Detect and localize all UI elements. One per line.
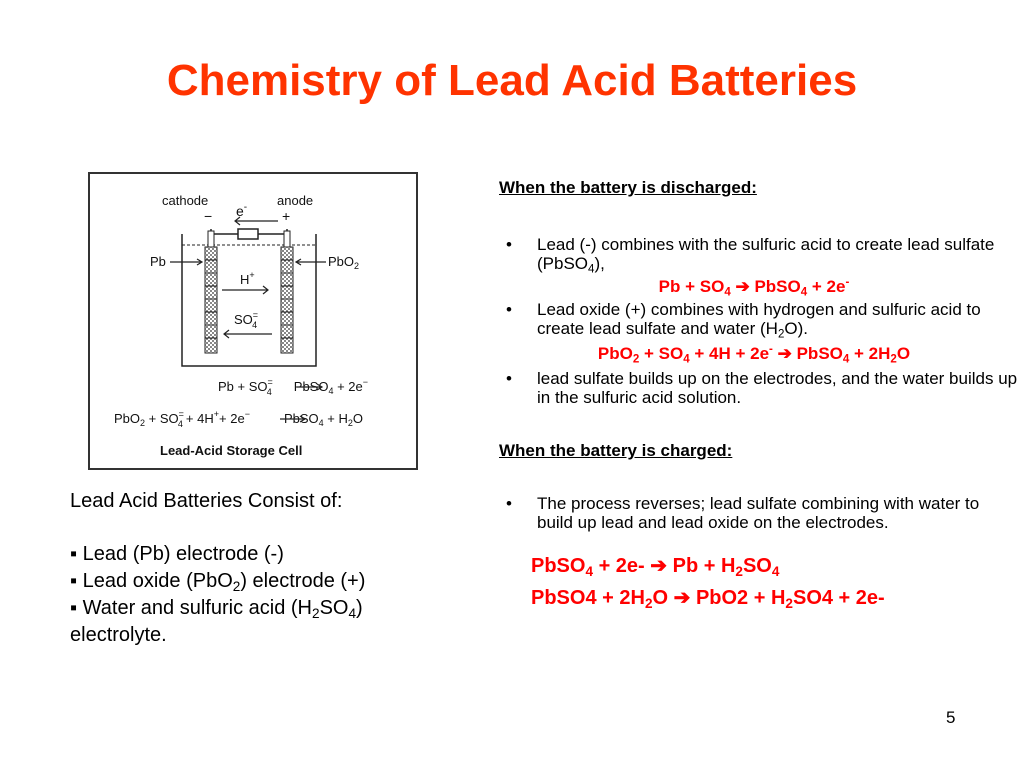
discharge-bullet-lead-oxide: • Lead oxide (+) combines with hydrogen and sulfuric acid to create lead sulfate and water $(H_2O)$.	[506, 300, 981, 341]
cathode-terminal	[208, 231, 214, 247]
pbo2-pointer-icon	[296, 259, 326, 265]
anode-label: anode	[277, 193, 314, 208]
bullet-icon: •	[506, 369, 512, 388]
discharge-bullet-lead: • Lead (-) combines with the sulfuric acid to create lead sulfate (PbSO$_4$),	[506, 235, 995, 276]
square-bullet-icon: ▪	[70, 570, 78, 592]
diagram-equation-2: PbO$_2$ + SO= 4 + 4H++ 2e− PbSO$_4$ + $H_2O$	[114, 409, 364, 429]
electron-label: e-	[236, 202, 248, 219]
electrolyte-container	[182, 234, 316, 366]
resistor-icon	[238, 229, 258, 239]
arrow-icon: ➔	[730, 277, 755, 296]
so4-arrow-icon	[224, 330, 272, 338]
bullet-icon: •	[506, 494, 512, 513]
battery-components	[70, 488, 470, 649]
charge-heading: When the battery is charged:	[499, 441, 733, 460]
anode-plus-sign: +	[282, 208, 291, 224]
component-item-electrolyte: ▪ Water and sulfuric acid $(H_2SO_4)$ electrolyte.	[70, 597, 363, 646]
charge-reaction-1: PbSO$_4$ + 2e- ➔ $Pb + H_2SO_4$	[531, 555, 780, 580]
diagram-equation-1: Pb + SO= 4 PbSO$_4$ + 2e−	[218, 377, 369, 397]
charge-reaction-2: PbSO4 + $2H_2O$ ➔ $PbO2 + H_2SO4 + 2e-$	[531, 587, 885, 612]
arrow-icon: ➔	[772, 344, 797, 363]
cathode-minus-sign: −	[204, 208, 213, 224]
components-heading: Lead Acid Batteries Consist of:	[70, 490, 343, 512]
cathode-plate-pb	[205, 247, 217, 353]
bullet-icon: •	[506, 235, 512, 254]
h-plus-ion-label: H+	[240, 270, 255, 287]
square-bullet-icon: ▪	[70, 543, 78, 565]
pb-label: Pb	[150, 254, 166, 269]
anode-terminal	[284, 231, 290, 247]
pbo2-label: PbO$_2$	[328, 254, 360, 271]
anode-plate-pbo2	[281, 247, 293, 353]
square-bullet-icon: ▪	[70, 597, 78, 619]
cathode-label: cathode	[162, 193, 209, 208]
arrow-icon: ➔	[673, 587, 691, 609]
pb-pointer-icon	[170, 259, 202, 265]
page-number: 5	[946, 708, 956, 727]
discharge-reaction-lead: $Pb + SO_4$ ➔ PbSO$_4$ + 2e-	[658, 276, 850, 299]
h-plus-arrow-icon	[222, 286, 268, 294]
bullet-icon: •	[506, 300, 512, 319]
discharge-heading: When the battery is discharged:	[499, 178, 757, 197]
lead-acid-cell-diagram	[88, 172, 418, 470]
charge-bullet-reverse: • The process reverses; lead sulfate combining with water to build up lead and lead oxide on the electrodes.	[506, 494, 980, 532]
arrow-icon: ➔	[650, 555, 668, 577]
component-item-lead-oxide: ▪ Lead oxide (PbO$_2$) electrode (+)	[70, 570, 366, 595]
slide-title: Chemistry of Lead Acid Batteries	[166, 56, 858, 105]
so4-ion-label: SO= 4	[234, 310, 259, 330]
diagram-caption: Lead-Acid Storage Cell	[160, 443, 303, 458]
reaction-explanation	[499, 178, 1019, 614]
discharge-bullet-buildup: • lead sulfate builds up on the electrodes, and the water builds up in the sulfuric acid solution.	[506, 369, 1018, 407]
component-item-lead: ▪ Lead (Pb) electrode (-)	[70, 543, 284, 565]
discharge-reaction-lead-oxide: $PbO_2 + SO_4 + 4H + 2e^-$ ➔ PbSO$_4$ + $2H_2O$	[597, 343, 911, 366]
